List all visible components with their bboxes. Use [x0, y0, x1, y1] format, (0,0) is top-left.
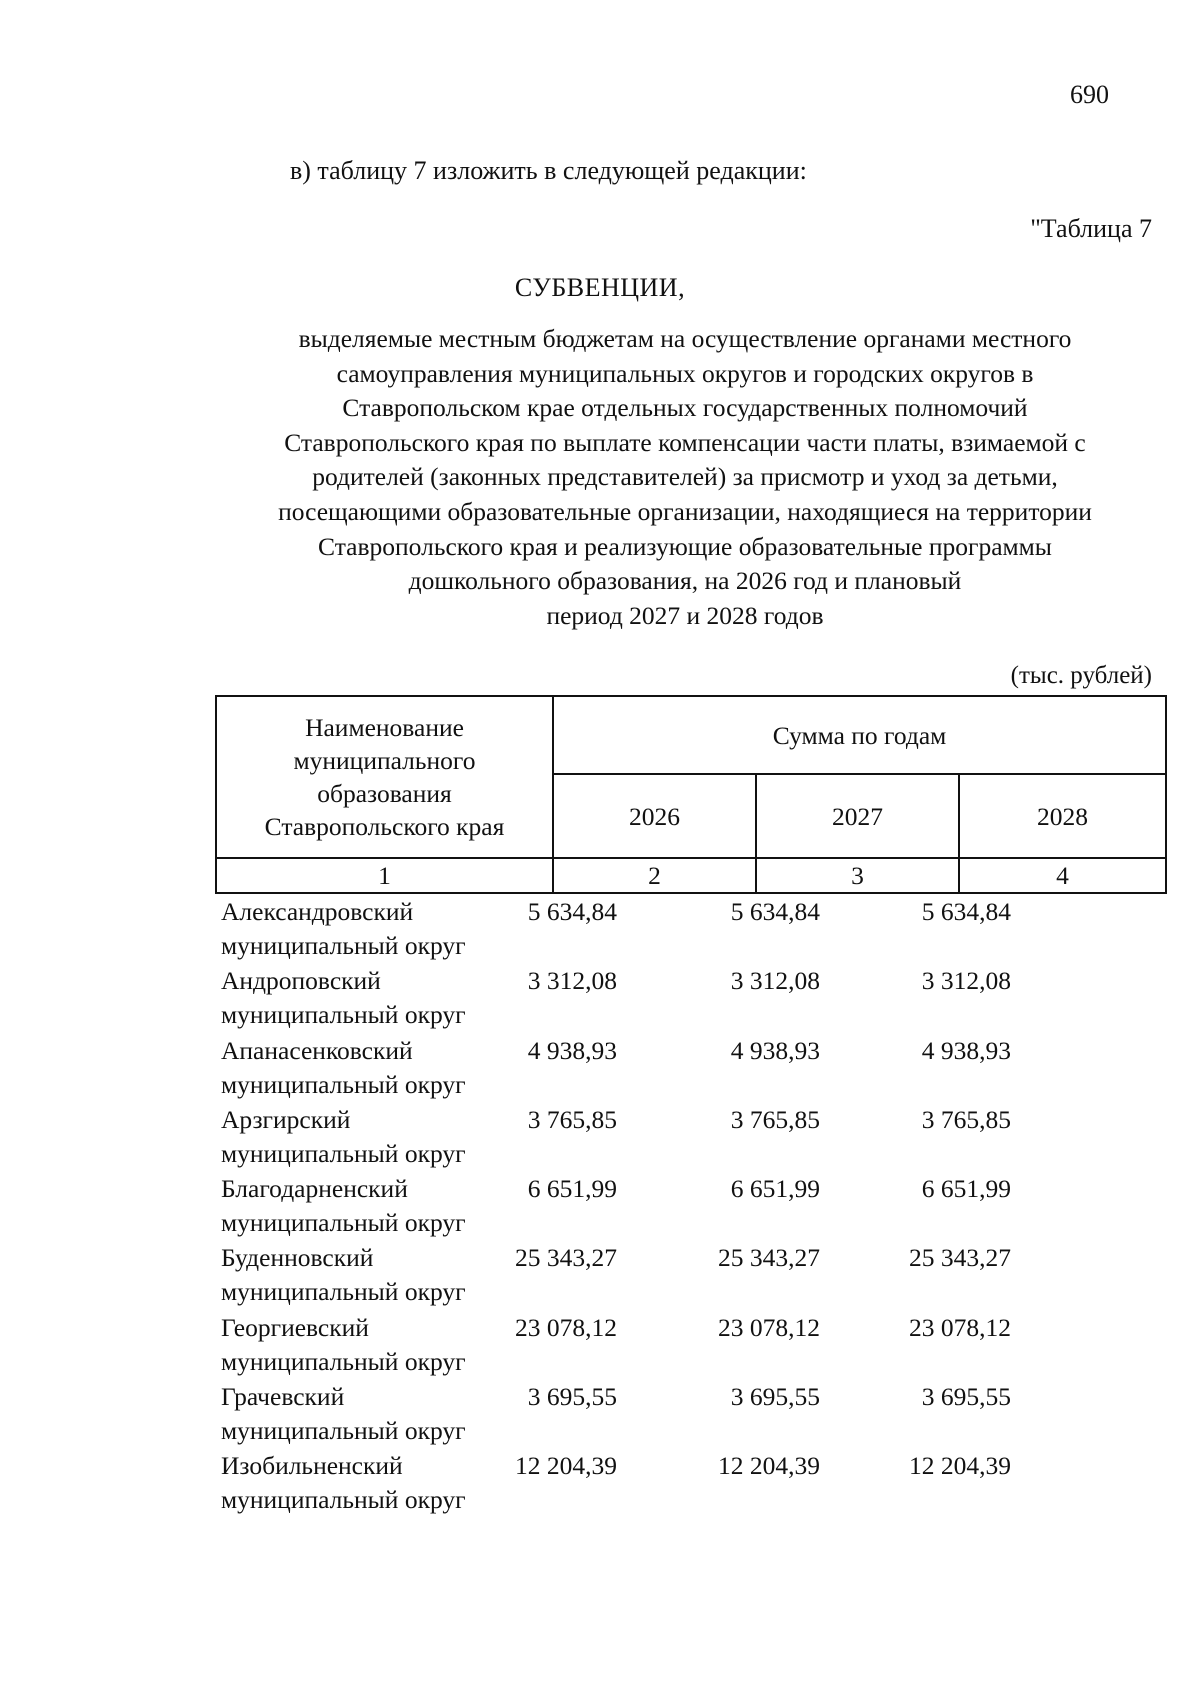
value-2026: 3 312,08 — [527, 966, 617, 996]
value-2028: 3 312,08 — [921, 966, 1011, 996]
header-name-cell: Наименование муниципального образования Ставропольского края — [216, 696, 553, 858]
header-year-cell: 2027 — [756, 774, 959, 858]
subtitle-line: самоуправления муниципальных округов и городских округов в — [336, 358, 1034, 388]
value-2027: 12 204,39 — [718, 1451, 820, 1481]
row-name: Благодарненский муниципальный округ — [221, 1174, 466, 1238]
value-2027: 5 634,84 — [730, 897, 820, 926]
value-2028: 12 204,39 — [909, 1451, 1011, 1481]
table-row — [215, 964, 1165, 1033]
subtitle-line: Ставропольском крае отдельных государственных полномочий — [342, 393, 1028, 423]
units-label: (тыс. рублей) — [1010, 662, 1152, 689]
table-header — [215, 695, 1167, 894]
subtitle-line: выделяемые местным бюджетам на осуществление органами местного — [298, 324, 1072, 353]
header-sum-cell: Сумма по годам — [553, 696, 1166, 774]
table-row — [215, 895, 1165, 964]
document-subtitle — [225, 322, 1145, 633]
value-2026: 5 634,84 — [527, 897, 617, 926]
row-name: Грачевский муниципальный округ — [221, 1382, 466, 1446]
table-body — [215, 895, 1165, 1519]
value-2026: 3 765,85 — [527, 1104, 617, 1134]
subtitle-line: дошкольного образования, на 2026 год и плановый — [408, 566, 962, 596]
column-number-cell: 4 — [959, 858, 1166, 893]
value-2027: 3 695,55 — [730, 1382, 820, 1412]
value-2028: 23 078,12 — [909, 1312, 1011, 1342]
table-row — [215, 1449, 1165, 1518]
subtitle-line: посещающими образовательные организации, находящиеся на территории — [278, 496, 1092, 526]
value-2028: 3 765,85 — [921, 1104, 1011, 1134]
subtitle-line: период 2027 и 2028 годов — [546, 600, 824, 630]
subtitle-line: Ставропольского края и реализующие образовательные программы — [318, 531, 1052, 561]
value-2028: 3 695,55 — [921, 1382, 1011, 1412]
value-2028: 6 651,99 — [921, 1174, 1011, 1204]
intro-text: в) таблицу 7 изложить в следующей редакции: — [290, 156, 807, 185]
table-row — [215, 1172, 1165, 1241]
value-2026: 23 078,12 — [515, 1312, 617, 1342]
row-name: Буденновский муниципальный округ — [221, 1243, 466, 1307]
subtitle-line: Ставропольского края по выплате компенсации части платы, взимаемой с — [284, 427, 1086, 457]
value-2027: 4 938,93 — [730, 1035, 820, 1065]
header-year-cell: 2028 — [959, 774, 1166, 858]
value-2026: 4 938,93 — [527, 1035, 617, 1065]
table-row — [215, 1241, 1165, 1310]
value-2027: 3 765,85 — [730, 1104, 820, 1134]
value-2028: 4 938,93 — [921, 1035, 1011, 1065]
value-2028: 5 634,84 — [921, 897, 1011, 926]
row-name: Апанасенковский муниципальный округ — [221, 1035, 466, 1099]
table-row — [215, 1103, 1165, 1172]
column-number-cell: 1 — [216, 858, 553, 893]
value-2028: 25 343,27 — [909, 1243, 1011, 1273]
value-2026: 6 651,99 — [527, 1174, 617, 1204]
value-2027: 25 343,27 — [718, 1243, 820, 1273]
column-number-cell: 2 — [553, 858, 756, 893]
value-2026: 12 204,39 — [515, 1451, 617, 1481]
subtitle-line: родителей (законных представителей) за присмотр и уход за детьми, — [312, 462, 1058, 492]
document-title: СУБВЕНЦИИ, — [514, 273, 686, 302]
value-2027: 3 312,08 — [730, 966, 820, 996]
value-2027: 6 651,99 — [730, 1174, 820, 1204]
value-2027: 23 078,12 — [718, 1312, 820, 1342]
value-2026: 25 343,27 — [515, 1243, 617, 1273]
row-name: Александровский муниципальный округ — [221, 897, 466, 960]
table-row — [215, 1311, 1165, 1380]
header-year-cell: 2026 — [553, 774, 756, 858]
page-number: 690 — [1070, 80, 1109, 109]
table-row — [215, 1034, 1165, 1103]
row-name: Арзгирский муниципальный округ — [221, 1104, 466, 1168]
table-row — [215, 1380, 1165, 1449]
row-name: Изобильненский муниципальный округ — [221, 1451, 466, 1515]
column-number-cell: 3 — [756, 858, 959, 893]
value-2026: 3 695,55 — [527, 1382, 617, 1412]
table-label: "Таблица 7 — [1030, 214, 1152, 243]
row-name: Георгиевский муниципальный округ — [221, 1312, 466, 1376]
row-name: Андроповский муниципальный округ — [221, 966, 466, 1030]
